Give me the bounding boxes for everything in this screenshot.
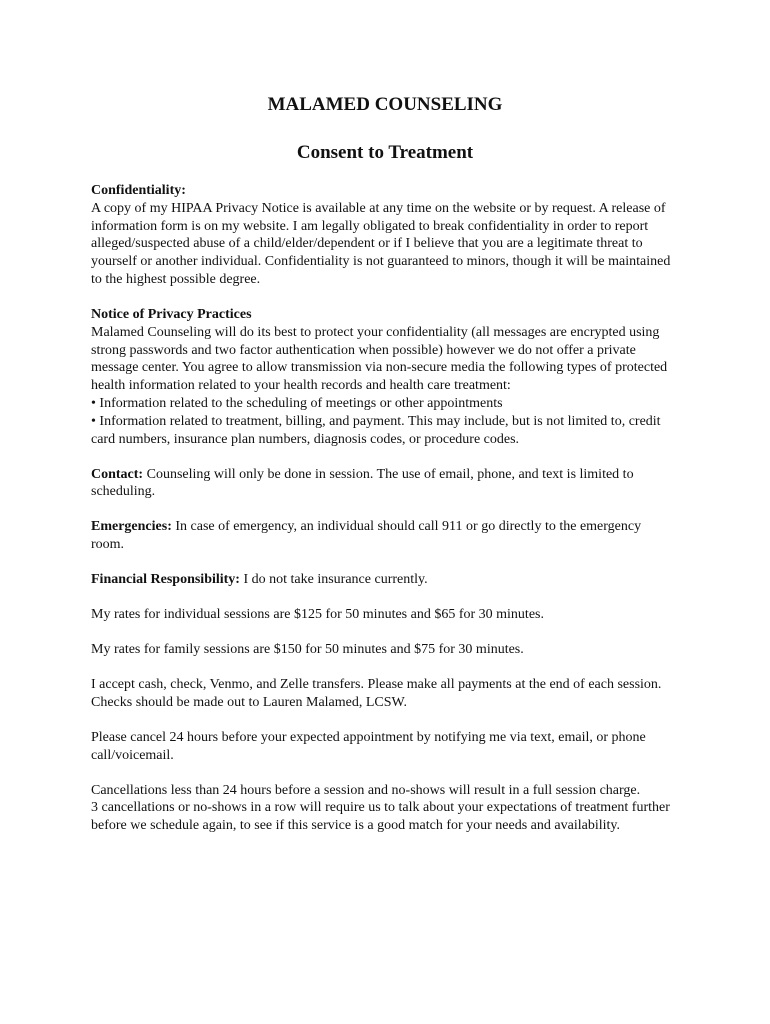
financial-heading: Financial Responsibility:: [91, 572, 240, 588]
rates-individual: My rates for individual sessions are $125 for 50 minutes and $65 for 30 minutes.: [91, 607, 544, 623]
confidentiality-text: A copy of my HIPAA Privacy Notice is available at any time on the website or by request. A release of information form is on my website. I am legally obligated to break confidentiality in order to report alleged/suspected abuse of a child/elder/dependent or if I believe that you are a legitimate threat to yourself or another individual. Confidentiality is not guaranteed to minors, though it will be maintained to the highest possible degree.: [91, 200, 671, 287]
privacy-bullet-treatment: • Information related to treatment, billing, and payment. This may include, but is not limited to, credit card numbers, insurance plan numbers, diagnosis codes, or procedure codes.: [91, 413, 661, 447]
confidentiality-heading: Confidentiality:: [91, 183, 186, 198]
emergencies-text: In case of emergency, an individual should call 911 or go directly to the emergency room.: [91, 519, 642, 553]
contact-text: Counseling will only be done in session. The use of email, phone, and text is limited to scheduling.: [91, 466, 634, 500]
confidentiality-section: [91, 182, 676, 289]
emergencies-section: [91, 518, 676, 554]
document-subtitle: Consent to Treatment: [296, 142, 474, 163]
contact-heading: Contact:: [91, 466, 144, 482]
document-title: MALAMED COUNSELING: [267, 94, 503, 115]
cancel-policy-repeat: 3 cancellations or no-shows in a row will require us to talk about your expectations of treatment further before we schedule again, to see if this service is a good match for your needs and availability.: [91, 800, 670, 834]
rates-family: My rates for family sessions are $150 for 50 minutes and $75 for 30 minutes.: [91, 642, 524, 658]
financial-section: [91, 571, 676, 589]
contact-section: [91, 466, 676, 502]
document-body: [91, 182, 676, 835]
privacy-text: Malamed Counseling will do its best to protect your confidentiality (all messages are encrypted using strong passwords and two factor authentication when possible) however we do not offer a private message center. You agree to allow transmission via non-secure media the following types of protected health information related to your health records and health care treatment:: [91, 324, 668, 394]
cancel-notice: Please cancel 24 hours before your expected appointment by notifying me via text, email, or phone call/voicemail.: [91, 729, 646, 763]
privacy-heading: Notice of Privacy Practices: [91, 306, 252, 322]
payment-methods: I accept cash, check, Venmo, and Zelle transfers. Please make all payments at the end of each session. Checks should be made out to Lauren Malamed, LCSW.: [91, 677, 662, 710]
emergencies-heading: Emergencies:: [91, 519, 172, 535]
privacy-section: [91, 306, 676, 448]
financial-text: I do not take insurance currently.: [239, 572, 428, 588]
privacy-bullet-scheduling: • Information related to the scheduling of meetings or other appointments: [91, 395, 503, 411]
cancel-policy-late: Cancellations less than 24 hours before a session and no-shows will result in a full session charge.: [91, 782, 641, 798]
